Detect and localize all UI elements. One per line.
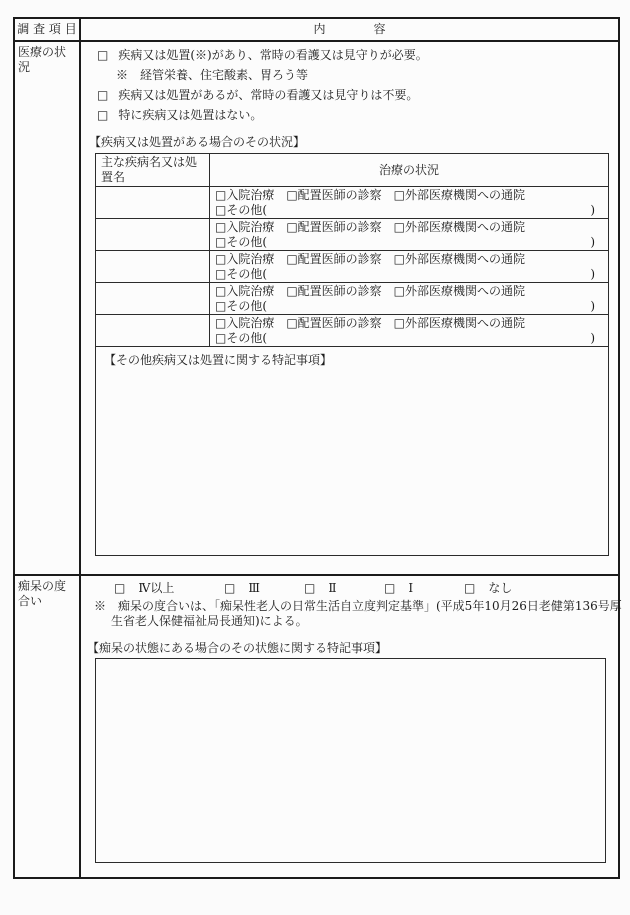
other-fill-in-space	[267, 235, 590, 250]
dementia-option-label: Ⅳ以上	[138, 581, 175, 595]
dementia-options-line	[114, 580, 612, 596]
checkbox-glyph: □	[384, 581, 396, 595]
checkbox-glyph: □	[97, 108, 109, 122]
treatment-row	[96, 251, 608, 283]
checklist-item-care-needed	[97, 45, 612, 65]
other-open-label: □その他(	[215, 267, 268, 281]
disease-name-cell	[96, 219, 210, 250]
checkbox-glyph: □	[224, 581, 236, 595]
checklist-item-care-not-needed	[97, 85, 612, 105]
treatment-other-line	[215, 235, 603, 250]
treatment-status-header-label: 治療の状況	[378, 162, 439, 177]
disease-name-cell	[96, 251, 210, 282]
disease-situation-title: 【疾病又は処置がある場合のその状況】	[89, 135, 306, 149]
disease-name-cell	[96, 187, 210, 218]
treatment-row	[96, 283, 608, 315]
treatment-options-line: □入院治療 □配置医師の診察 □外部医療機関への通院	[215, 252, 526, 266]
treatment-status-header-cell	[210, 154, 608, 186]
other-close-paren: )	[590, 267, 595, 281]
treatment-other-line	[215, 299, 603, 314]
dementia-option-ii	[304, 580, 384, 596]
dementia-notes-box	[95, 658, 606, 863]
medical-status-content	[81, 42, 618, 574]
checkbox-glyph: □	[304, 581, 316, 595]
treatment-options-line: □入院治療 □配置医師の診察 □外部医療機関への通院	[215, 188, 526, 202]
dementia-option-iii	[224, 580, 304, 596]
treatment-options-line: □入院治療 □配置医師の診察 □外部医療機関への通院	[215, 284, 526, 298]
disease-name-cell	[96, 283, 210, 314]
checklist-item-label: 特に疾病又は処置はない。	[118, 108, 263, 122]
other-open-label: □その他(	[215, 331, 268, 345]
dementia-option-label: なし	[488, 581, 513, 595]
content-header-cell	[81, 19, 618, 40]
checkbox-glyph: □	[97, 88, 109, 102]
dementia-label-cell	[15, 576, 81, 877]
other-open-label: □その他(	[215, 203, 268, 217]
treatment-status-cell	[210, 219, 608, 250]
checkbox-glyph: □	[464, 581, 476, 595]
dementia-option-label: Ⅲ	[248, 581, 260, 595]
dementia-option-iv	[114, 580, 224, 596]
medical-status-label-cell	[15, 42, 81, 574]
dementia-row	[15, 576, 622, 877]
other-close-paren: )	[590, 203, 595, 217]
checklist-item-label: 疾病又は処置(※)があり、常時の看護又は見守りが必要。	[118, 48, 428, 62]
dementia-label: 痴呆の度合い	[18, 579, 67, 608]
dementia-notes-title: 【痴呆の状態にある場合のその状態に関する特記事項】	[87, 641, 388, 655]
dementia-standard-note: ※ 痴呆の度合いは、「痴呆性老人の日常生活自立度判定基準」(平成5年10月26日老健第136号厚生省老人保健福祉局長通知)による。	[94, 599, 622, 628]
treatment-status-cell	[210, 187, 608, 218]
disease-name-header-cell: 主な疾病名又は処置名	[96, 154, 210, 186]
checkbox-glyph: □	[114, 581, 126, 595]
checklist-item-none	[97, 105, 612, 125]
disease-treatment-table	[95, 153, 609, 556]
treatment-other-line	[215, 267, 603, 282]
treatment-row	[96, 187, 608, 219]
disease-notes-title: 【その他疾病又は処置に関する特記事項】	[104, 353, 333, 367]
checklist-item-label: 疾病又は処置があるが、常時の看護又は見守りは不要。	[118, 88, 419, 102]
other-open-label: □その他(	[215, 299, 268, 313]
treatment-status-cell	[210, 315, 608, 346]
dementia-option-label: Ⅱ	[328, 581, 337, 595]
other-fill-in-space	[267, 299, 590, 314]
other-fill-in-space	[267, 331, 590, 346]
treatment-status-cell	[210, 283, 608, 314]
treatment-other-line	[215, 203, 603, 218]
disease-name-cell	[96, 315, 210, 346]
disease-table-header-row	[96, 154, 608, 187]
other-open-label: □その他(	[215, 235, 268, 249]
checkbox-glyph: □	[97, 48, 109, 62]
dementia-option-i	[384, 580, 464, 596]
dementia-option-label: Ⅰ	[408, 581, 414, 595]
other-close-paren: )	[590, 235, 595, 249]
dementia-content	[81, 576, 622, 877]
treatment-options-line: □入院治療 □配置医師の診察 □外部医療機関への通院	[215, 220, 526, 234]
header-row	[15, 19, 618, 42]
other-fill-in-space	[267, 267, 590, 282]
treatment-other-line	[215, 331, 603, 346]
other-fill-in-space	[267, 203, 590, 218]
content-header-label: 内 容	[313, 22, 386, 36]
survey-form-table	[13, 17, 620, 879]
treatment-row	[96, 315, 608, 347]
other-close-paren: )	[590, 331, 595, 345]
treatment-options-line: □入院治療 □配置医師の診察 □外部医療機関への通院	[215, 316, 526, 330]
survey-item-header-cell	[15, 19, 81, 40]
treatment-row	[96, 219, 608, 251]
medical-status-row	[15, 42, 618, 576]
tube-feeding-note: ※ 経管栄養、住宅酸素、胃ろう等	[116, 68, 309, 82]
dementia-option-none	[464, 580, 512, 596]
other-close-paren: )	[590, 299, 595, 313]
survey-item-header-label: 調 査 項 目	[17, 22, 77, 36]
disease-notes-area	[96, 347, 608, 555]
medical-status-label: 医療の状況	[18, 45, 67, 74]
treatment-status-cell	[210, 251, 608, 282]
